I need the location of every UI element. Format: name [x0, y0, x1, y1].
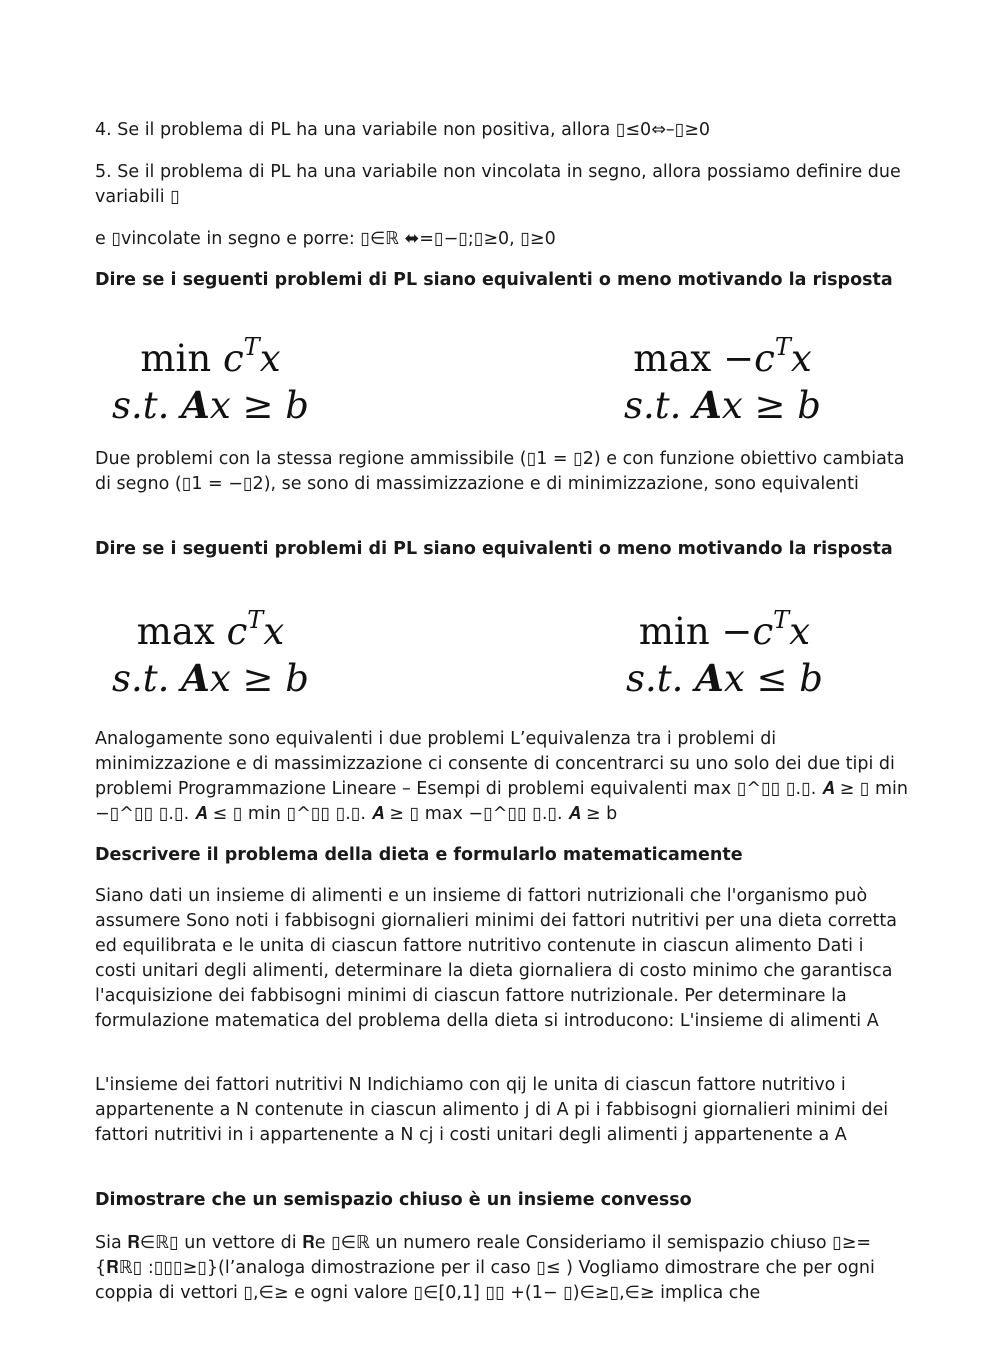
question-2: Dire se i seguenti problemi di PL siano equivalenti o meno motivando la risposta — [95, 539, 893, 559]
paragraph-4: 4. Se il problema di PL ha una variabile non positiva, allora ▯≤0⇔–▯≥0 — [95, 120, 711, 140]
answer-1: Due problemi con la stessa regione ammissibile (▯1 = ▯2) e con funzione obiettivo cambiata di segno (▯1 = −▯2), se sono di massimizzazione e di minimizzazione, sono equivalenti — [95, 449, 905, 494]
formula-2-left: $\max c^Tx$ s.t. Ax ≥ b — [112, 606, 309, 700]
formula-1-left: $\min c^Tx$ s.t. Ax ≥ b — [112, 333, 309, 427]
answer-2: Analogamente sono equivalenti i due problemi L’equivalenza tra i problemi di minimizzazione e di massimizzazione ci consente di concentrarci su uno solo dei due tipi di problemi Programmazione Lineare – Esempi di problemi equivalenti max ▯^▯▯ ▯.▯. 𝑨 ≥ ▯ min −▯^▯▯ ▯.▯. 𝑨 ≤ ▯ min ▯^▯▯ ▯.▯. 𝑨 ≥ ▯ max −▯^▯▯ ▯.▯. 𝑨 ≥ b — [95, 729, 909, 824]
answer-diet-problem: Siano dati un insieme di alimenti e un insieme di fattori nutrizionali che l'organismo può assumere Sono noti i fabbisogni giornalieri minimi dei fattori nutritivi per una dieta corretta ed equilibrata e le unita di ciascun fattore nutritivo contenute in ciascun alimento Dati i costi unitari degli alimenti, determinare la dieta giornaliera di costo minimo che garantisca l'acquisizione dei fabbisogni minimi di ciascun fattore nutrizionale. Per determinare la formulazione matematica del problema della dieta si introducono: L'insieme di alimenti A — [95, 886, 897, 1031]
formula-1-right: $\max -c^Tx$ s.t. Ax ≥ b — [624, 333, 821, 427]
heading-diet-problem: Descrivere il problema della dieta e formularlo matematicamente — [95, 845, 743, 865]
answer-halfspace: Sia 𝐑∈ℝ▯ un vettore di 𝐑e ▯∈ℝ un numero reale Consideriamo il semispazio chiuso ▯≥={𝐑ℝ▯ :▯▯▯≥▯}(l’analoga dimostrazione per il caso ▯≤ ) Vogliamo dimostrare che per ogni coppia di vettori ▯,∈≥ e ogni valore ▯∈[0,1] ▯▯ +(1− ▯)∈≥▯,∈≥ implica che — [95, 1233, 875, 1303]
formula-2-right: $\min -c^Tx$ s.t. Ax ≤ b — [626, 606, 823, 700]
paragraph-6: e ▯vincolate in segno e porre: ▯∈ℝ ⬌=▯−▯;▯≥0, ▯≥0 — [95, 229, 556, 249]
heading-halfspace: Dimostrare che un semispazio chiuso è un insieme convesso — [95, 1190, 692, 1210]
answer-diet-sets: L'insieme dei fattori nutritivi N Indichiamo con qij le unita di ciascun fattore nutritivo i appartenente a N contenute in ciascun alimento j di A pi i fabbisogni giornalieri minimi dei fattori nutritivi in i appartenente a N cj i costi unitari degli alimenti j appartenente a A — [95, 1075, 889, 1145]
paragraph-5: 5. Se il problema di PL ha una variabile non vincolata in segno, allora possiamo definire due variabili ▯ — [95, 162, 901, 207]
question-1: Dire se i seguenti problemi di PL siano equivalenti o meno motivando la risposta — [95, 270, 893, 290]
